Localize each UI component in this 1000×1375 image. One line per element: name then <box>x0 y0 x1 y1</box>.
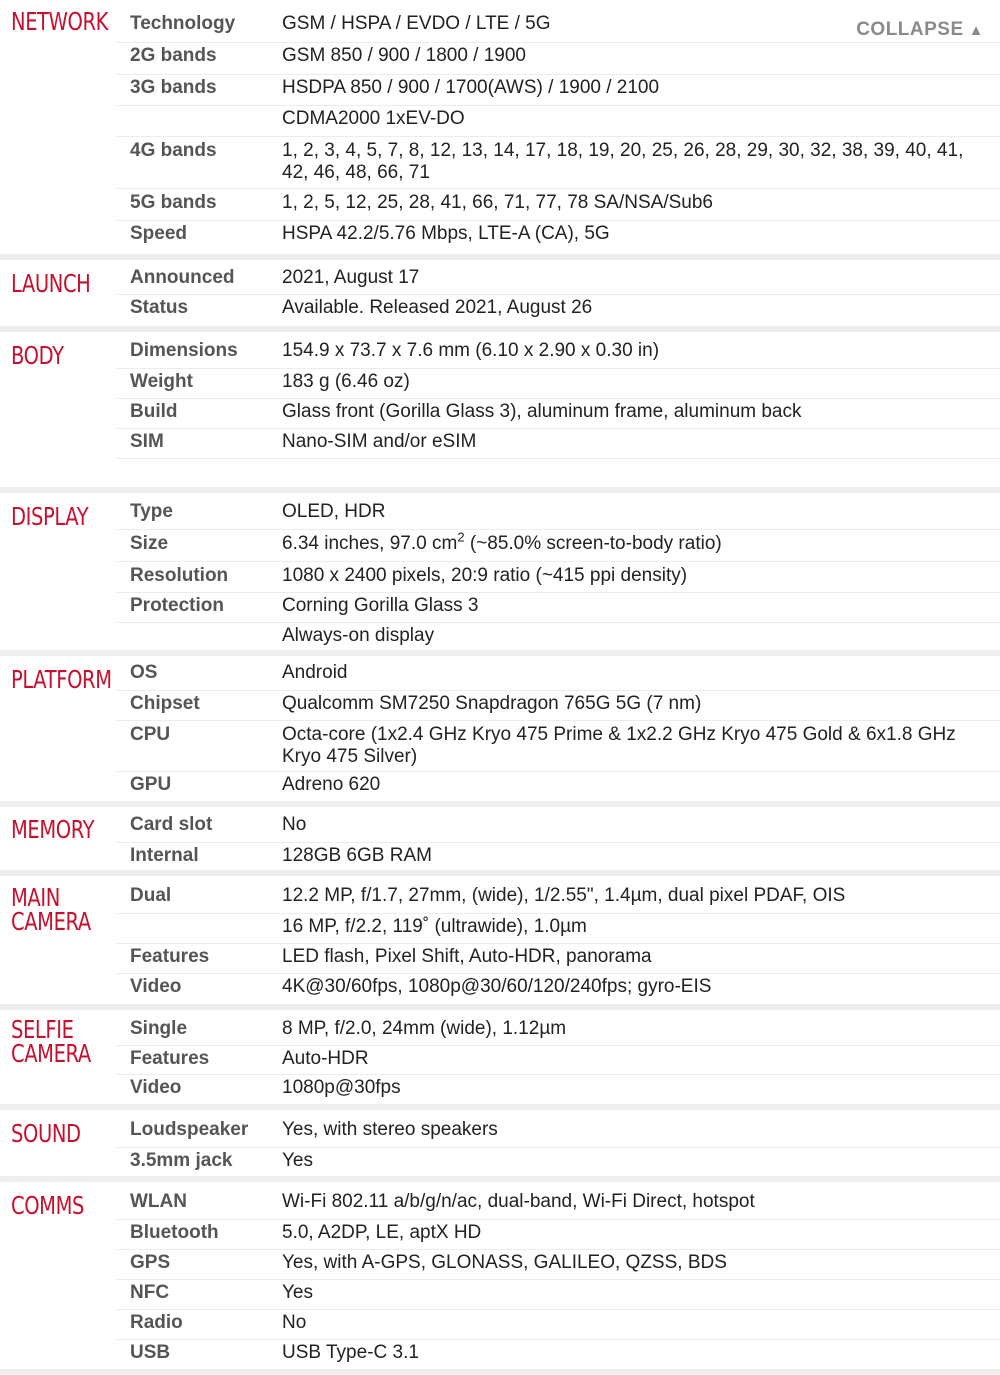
spec-row-gpu <box>116 772 1000 801</box>
spec-label: 5G bands <box>130 192 217 213</box>
section-title-memory: MEMORY <box>11 815 95 844</box>
spec-value: LED flash, Pixel Shift, Auto-HDR, panorama <box>282 946 652 967</box>
section-display <box>0 493 1000 656</box>
spec-row-dual <box>116 885 1000 914</box>
spec-row-features <box>116 1046 1000 1075</box>
spec-row-4g-bands <box>116 137 1000 189</box>
spec-value: 5.0, A2DP, LE, aptX HD <box>282 1222 482 1243</box>
spec-label: Features <box>130 1048 210 1069</box>
spec-value: CDMA2000 1xEV-DO <box>282 108 465 129</box>
spec-row-bluetooth <box>116 1220 1000 1250</box>
spec-label: WLAN <box>130 1191 187 1212</box>
spec-label: Resolution <box>130 565 229 586</box>
spec-label: Internal <box>130 845 199 866</box>
spec-row-features <box>116 944 1000 974</box>
spec-label: Dual <box>130 885 172 906</box>
section-comms <box>0 1182 1000 1375</box>
spec-value: Yes <box>282 1150 313 1171</box>
spec-label: 3.5mm jack <box>130 1150 233 1171</box>
section-platform <box>0 656 1000 807</box>
section-title-selfie-camera <box>11 1015 91 1068</box>
triangle-up-icon: ▲ <box>968 22 984 39</box>
spec-value: Wi-Fi 802.11 a/b/g/n/ac, dual-band, Wi-Fi Direct, hotspot <box>282 1191 755 1212</box>
spec-label: Status <box>130 297 189 318</box>
section-title-launch: LAUNCH <box>11 269 91 298</box>
spec-value: Octa-core (1x2.4 GHz Kryo 475 Prime & 1x2.2 GHz Kryo 475 Gold & 6x1.8 GHz Kryo 475 Silver) <box>282 724 956 767</box>
spec-row-speed <box>116 221 1000 249</box>
spec-row-type <box>116 501 1000 530</box>
spec-value-main: 6.34 inches, 97.0 cm <box>282 533 458 554</box>
spec-label: Speed <box>130 223 188 244</box>
spec-value: 4K@30/60fps, 1080p@30/60/120/240fps; gyro-EIS <box>282 976 712 997</box>
spec-value: 8 MP, f/2.0, 24mm (wide), 1.12µm <box>282 1018 567 1039</box>
spec-row-gps <box>116 1250 1000 1280</box>
spec-row-card-slot <box>116 814 1000 843</box>
spec-row-usb <box>116 1340 1000 1369</box>
spec-row-weight <box>116 369 1000 399</box>
spec-value: OLED, HDR <box>282 501 386 522</box>
section-title-body: BODY <box>11 341 64 370</box>
spec-value: Nano-SIM and/or eSIM <box>282 431 477 452</box>
spec-row-wlan <box>116 1191 1000 1220</box>
spec-row-os <box>116 662 1000 691</box>
section-title-network: NETWORK <box>11 7 109 36</box>
spec-value: GSM 850 / 900 / 1800 / 1900 <box>282 45 527 66</box>
spec-label: NFC <box>130 1282 170 1303</box>
spec-label: 4G bands <box>130 140 217 161</box>
spec-label: Video <box>130 976 182 997</box>
spec-label: Radio <box>130 1312 183 1333</box>
spec-value: Available. Released 2021, August 26 <box>282 297 593 318</box>
spec-row-empty <box>116 459 1000 487</box>
section-sound <box>0 1110 1000 1182</box>
spec-value: Android <box>282 662 348 683</box>
collapse-label: COLLAPSE <box>856 19 964 40</box>
section-body <box>0 332 1000 493</box>
spec-value: HSPA 42.2/5.76 Mbps, LTE-A (CA), 5G <box>282 223 610 244</box>
spec-label: Loudspeaker <box>130 1119 249 1140</box>
spec-value: Yes <box>282 1282 313 1303</box>
spec-label: Technology <box>130 13 236 34</box>
collapse-button[interactable] <box>856 19 984 41</box>
spec-row-dimensions <box>116 340 1000 369</box>
spec-row-2g-bands <box>116 43 1000 75</box>
spec-row-video <box>116 1075 1000 1104</box>
spec-value: GSM / HSPA / EVDO / LTE / 5G <box>282 13 551 34</box>
spec-label: Single <box>130 1018 188 1039</box>
spec-label: SIM <box>130 431 164 452</box>
section-title-platform: PLATFORM <box>11 665 112 694</box>
spec-row-size <box>116 530 1000 562</box>
spec-value: HSDPA 850 / 900 / 1700(AWS) / 1900 / 2100 <box>282 77 660 98</box>
spec-label: Features <box>130 946 210 967</box>
spec-value: Yes, with stereo speakers <box>282 1119 498 1140</box>
spec-value-superscript: 2 <box>457 529 465 545</box>
spec-value: Glass front (Gorilla Glass 3), aluminum frame, aluminum back <box>282 401 802 422</box>
spec-label: Type <box>130 501 173 522</box>
spec-row-3g-bands <box>116 75 1000 106</box>
spec-label: 2G bands <box>130 45 217 66</box>
section-title-display: DISPLAY <box>11 502 89 531</box>
section-title-line: SELFIE <box>11 1015 74 1044</box>
spec-label: Dimensions <box>130 340 238 361</box>
spec-row-5g-bands <box>116 189 1000 221</box>
spec-label: 3G bands <box>130 77 217 98</box>
spec-value: 2021, August 17 <box>282 267 420 288</box>
spec-row-3g-bands-cont <box>116 106 1000 137</box>
spec-value: Always-on display <box>282 625 435 646</box>
spec-value: Yes, with A-GPS, GLONASS, GALILEO, QZSS, BDS <box>282 1252 727 1273</box>
spec-value: No <box>282 1312 307 1333</box>
spec-row-build <box>116 399 1000 429</box>
spec-label: GPS <box>130 1252 171 1273</box>
spec-label: Weight <box>130 371 193 392</box>
spec-row-dual-cont <box>116 914 1000 944</box>
section-title-line: CAMERA <box>11 907 91 936</box>
spec-label: Chipset <box>130 693 200 714</box>
spec-row-internal <box>116 843 1000 870</box>
spec-label: OS <box>130 662 158 683</box>
spec-value: 12.2 MP, f/1.7, 27mm, (wide), 1/2.55", 1.4µm, dual pixel PDAF, OIS <box>282 885 846 906</box>
spec-row-radio <box>116 1310 1000 1340</box>
spec-row-loudspeaker <box>116 1119 1000 1148</box>
spec-label: Protection <box>130 595 224 616</box>
spec-value: 1, 2, 5, 12, 25, 28, 41, 66, 71, 77, 78 SA/NSA/Sub6 <box>282 192 713 213</box>
spec-row-chipset <box>116 691 1000 721</box>
section-title-sound: SOUND <box>11 1119 81 1148</box>
section-title-main-camera <box>11 883 91 936</box>
spec-label: USB <box>130 1342 171 1363</box>
section-memory <box>0 807 1000 876</box>
spec-label: Video <box>130 1077 182 1098</box>
spec-row-announced <box>116 267 1000 295</box>
section-launch <box>0 260 1000 332</box>
section-title-comms: COMMS <box>11 1191 85 1220</box>
spec-row-always-on <box>116 623 1000 650</box>
spec-value: Auto-HDR <box>282 1048 369 1069</box>
spec-row-protection <box>116 593 1000 623</box>
spec-value <box>282 529 1000 555</box>
spec-value: 154.9 x 73.7 x 7.6 mm (6.10 x 2.90 x 0.30 in) <box>282 340 660 361</box>
spec-value-rest: (~85.0% screen-to-body ratio) <box>464 533 722 554</box>
spec-row-cpu <box>116 721 1000 772</box>
spec-row-jack <box>116 1148 1000 1176</box>
spec-label: Build <box>130 401 178 422</box>
spec-value: 128GB 6GB RAM <box>282 845 432 866</box>
spec-value: 1080p@30fps <box>282 1077 401 1098</box>
spec-label: Announced <box>130 267 235 288</box>
spec-value: USB Type-C 3.1 <box>282 1342 419 1363</box>
spec-row-nfc <box>116 1280 1000 1310</box>
spec-row-status <box>116 295 1000 323</box>
spec-value: 183 g (6.46 oz) <box>282 371 410 392</box>
spec-row-single <box>116 1018 1000 1046</box>
section-main-camera <box>0 876 1000 1010</box>
spec-value: 1080 x 2400 pixels, 20:9 ratio (~415 ppi density) <box>282 565 688 586</box>
spec-label: Size <box>130 533 169 554</box>
spec-label: Bluetooth <box>130 1222 219 1243</box>
spec-value: Qualcomm SM7250 Snapdragon 765G 5G (7 nm) <box>282 693 702 714</box>
spec-label: CPU <box>130 724 171 745</box>
spec-row-resolution <box>116 562 1000 593</box>
section-selfie-camera <box>0 1010 1000 1110</box>
section-title-line: MAIN <box>11 883 60 912</box>
spec-value: Adreno 620 <box>282 774 381 795</box>
spec-row-sim <box>116 429 1000 459</box>
spec-row-video <box>116 974 1000 1004</box>
spec-value: Corning Gorilla Glass 3 <box>282 595 479 616</box>
section-network <box>0 0 1000 260</box>
spec-label: GPU <box>130 774 172 795</box>
spec-value: No <box>282 814 307 835</box>
spec-label: Card slot <box>130 814 213 835</box>
spec-value: 1, 2, 3, 4, 5, 7, 8, 12, 13, 14, 17, 18, 19, 20, 25, 26, 28, 29, 30, 32, 38, 39, 40, 41, 42, 46, 48, 66, 71 <box>282 140 964 183</box>
spec-value: 16 MP, f/2.2, 119˚ (ultrawide), 1.0µm <box>282 916 587 937</box>
section-title-line: CAMERA <box>11 1039 91 1068</box>
